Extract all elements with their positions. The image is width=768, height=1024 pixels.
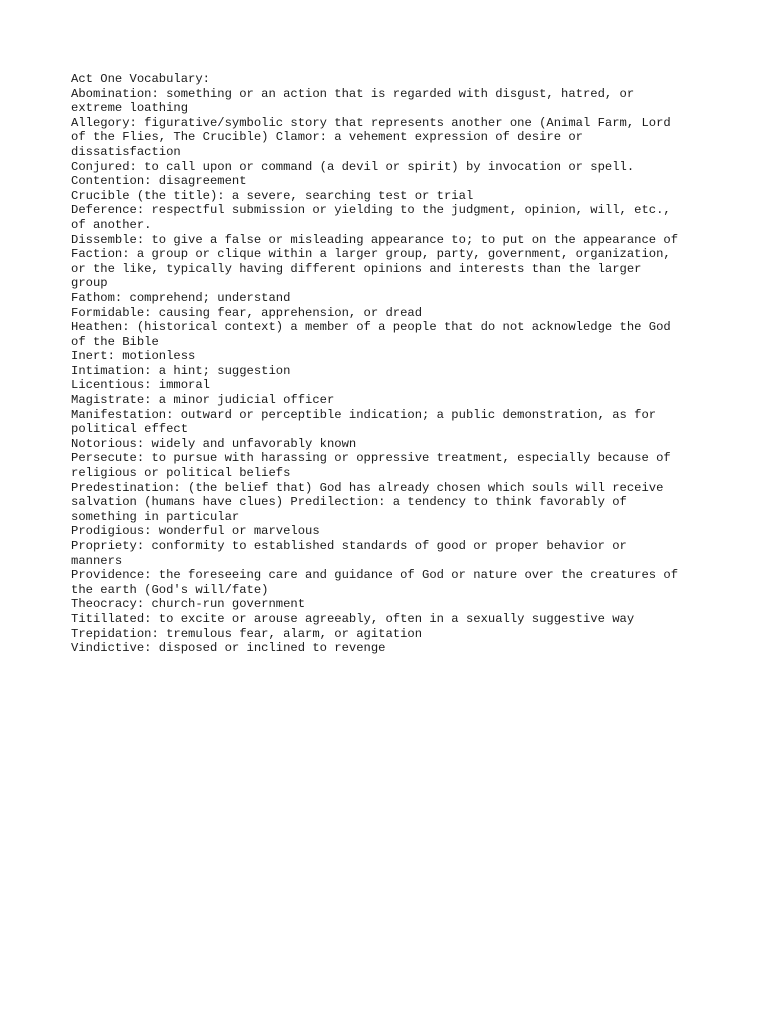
document-title: Act One Vocabulary: [71,72,210,86]
document-line: salvation (humans have clues) Predilection: a tendency to think favorably of [71,495,627,510]
document-line: the earth (God's will/fate) [71,582,269,597]
document-line: religious or political beliefs [71,466,291,481]
document-line: Heathen: (historical context) a member of a people that do not acknowledge the God [71,320,671,335]
document-line: Predestination: (the belief that) God has already chosen which souls will receive [71,480,664,495]
document-line: Conjured: to call upon or command (a devil or spirit) by invocation or spell. [71,159,635,174]
document-line: Dissemble: to give a false or misleading appearance to; to put on the appearance of [71,232,679,247]
document-line: Inert: motionless [71,349,196,364]
document-line: Allegory: figurative/symbolic story that represents another one (Animal Farm, Lord [71,115,671,130]
document-line: Crucible (the title): a severe, searching test or trial [71,188,474,203]
vocabulary-document [71,72,711,656]
document-line: extreme loathing [71,101,189,116]
document-line: Magistrate: a minor judicial officer [71,393,335,408]
document-line: of another. [71,217,152,232]
document-line: Providence: the foreseeing care and guidance of God or nature over the creatures of [71,568,679,583]
document-line: Notorious: widely and unfavorably known [71,436,357,451]
document-line: Licentious: immoral [71,378,210,393]
document-line: Contention: disagreement [71,174,247,189]
document-line: or the like, typically having different opinions and interests than the larger [71,261,642,276]
document-line: Trepidation: tremulous fear, alarm, or agitation [71,626,423,641]
document-line: Propriety: conformity to established standards of good or proper behavior or [71,539,627,553]
document-line: Titillated: to excite or arouse agreeably, often in a sexually suggestive way [71,611,635,626]
document-line: Vindictive: disposed or inclined to revenge [71,641,386,656]
document-line: Faction: a group or clique within a larger group, party, government, organization, [71,247,671,262]
document-line: Fathom: comprehend; understand [71,290,291,305]
document-line: something in particular [71,509,240,524]
document-line: dissatisfaction [71,144,181,159]
document-line: Theocracy: church-run government [71,597,306,612]
document-line: Prodigious: wonderful or marvelous [71,524,320,539]
document-line: Persecute: to pursue with harassing or oppressive treatment, especially because of [71,451,671,466]
document-line: Deference: respectful submission or yielding to the judgment, opinion, will, etc., [71,203,671,218]
document-line: political effect [71,422,189,437]
document-line: of the Flies, The Crucible) Clamor: a vehement expression of desire or [71,130,583,145]
document-line: Abomination: something or an action that is regarded with disgust, hatred, or [71,86,635,101]
document-line: Intimation: a hint; suggestion [71,363,291,378]
document-line: manners [71,553,123,568]
document-line: Manifestation: outward or perceptible indication; a public demonstration, as for [71,407,657,422]
document-line: of the Bible [71,334,159,349]
document-line: group [71,276,108,291]
document-line: Formidable: causing fear, apprehension, or dread [71,305,423,320]
